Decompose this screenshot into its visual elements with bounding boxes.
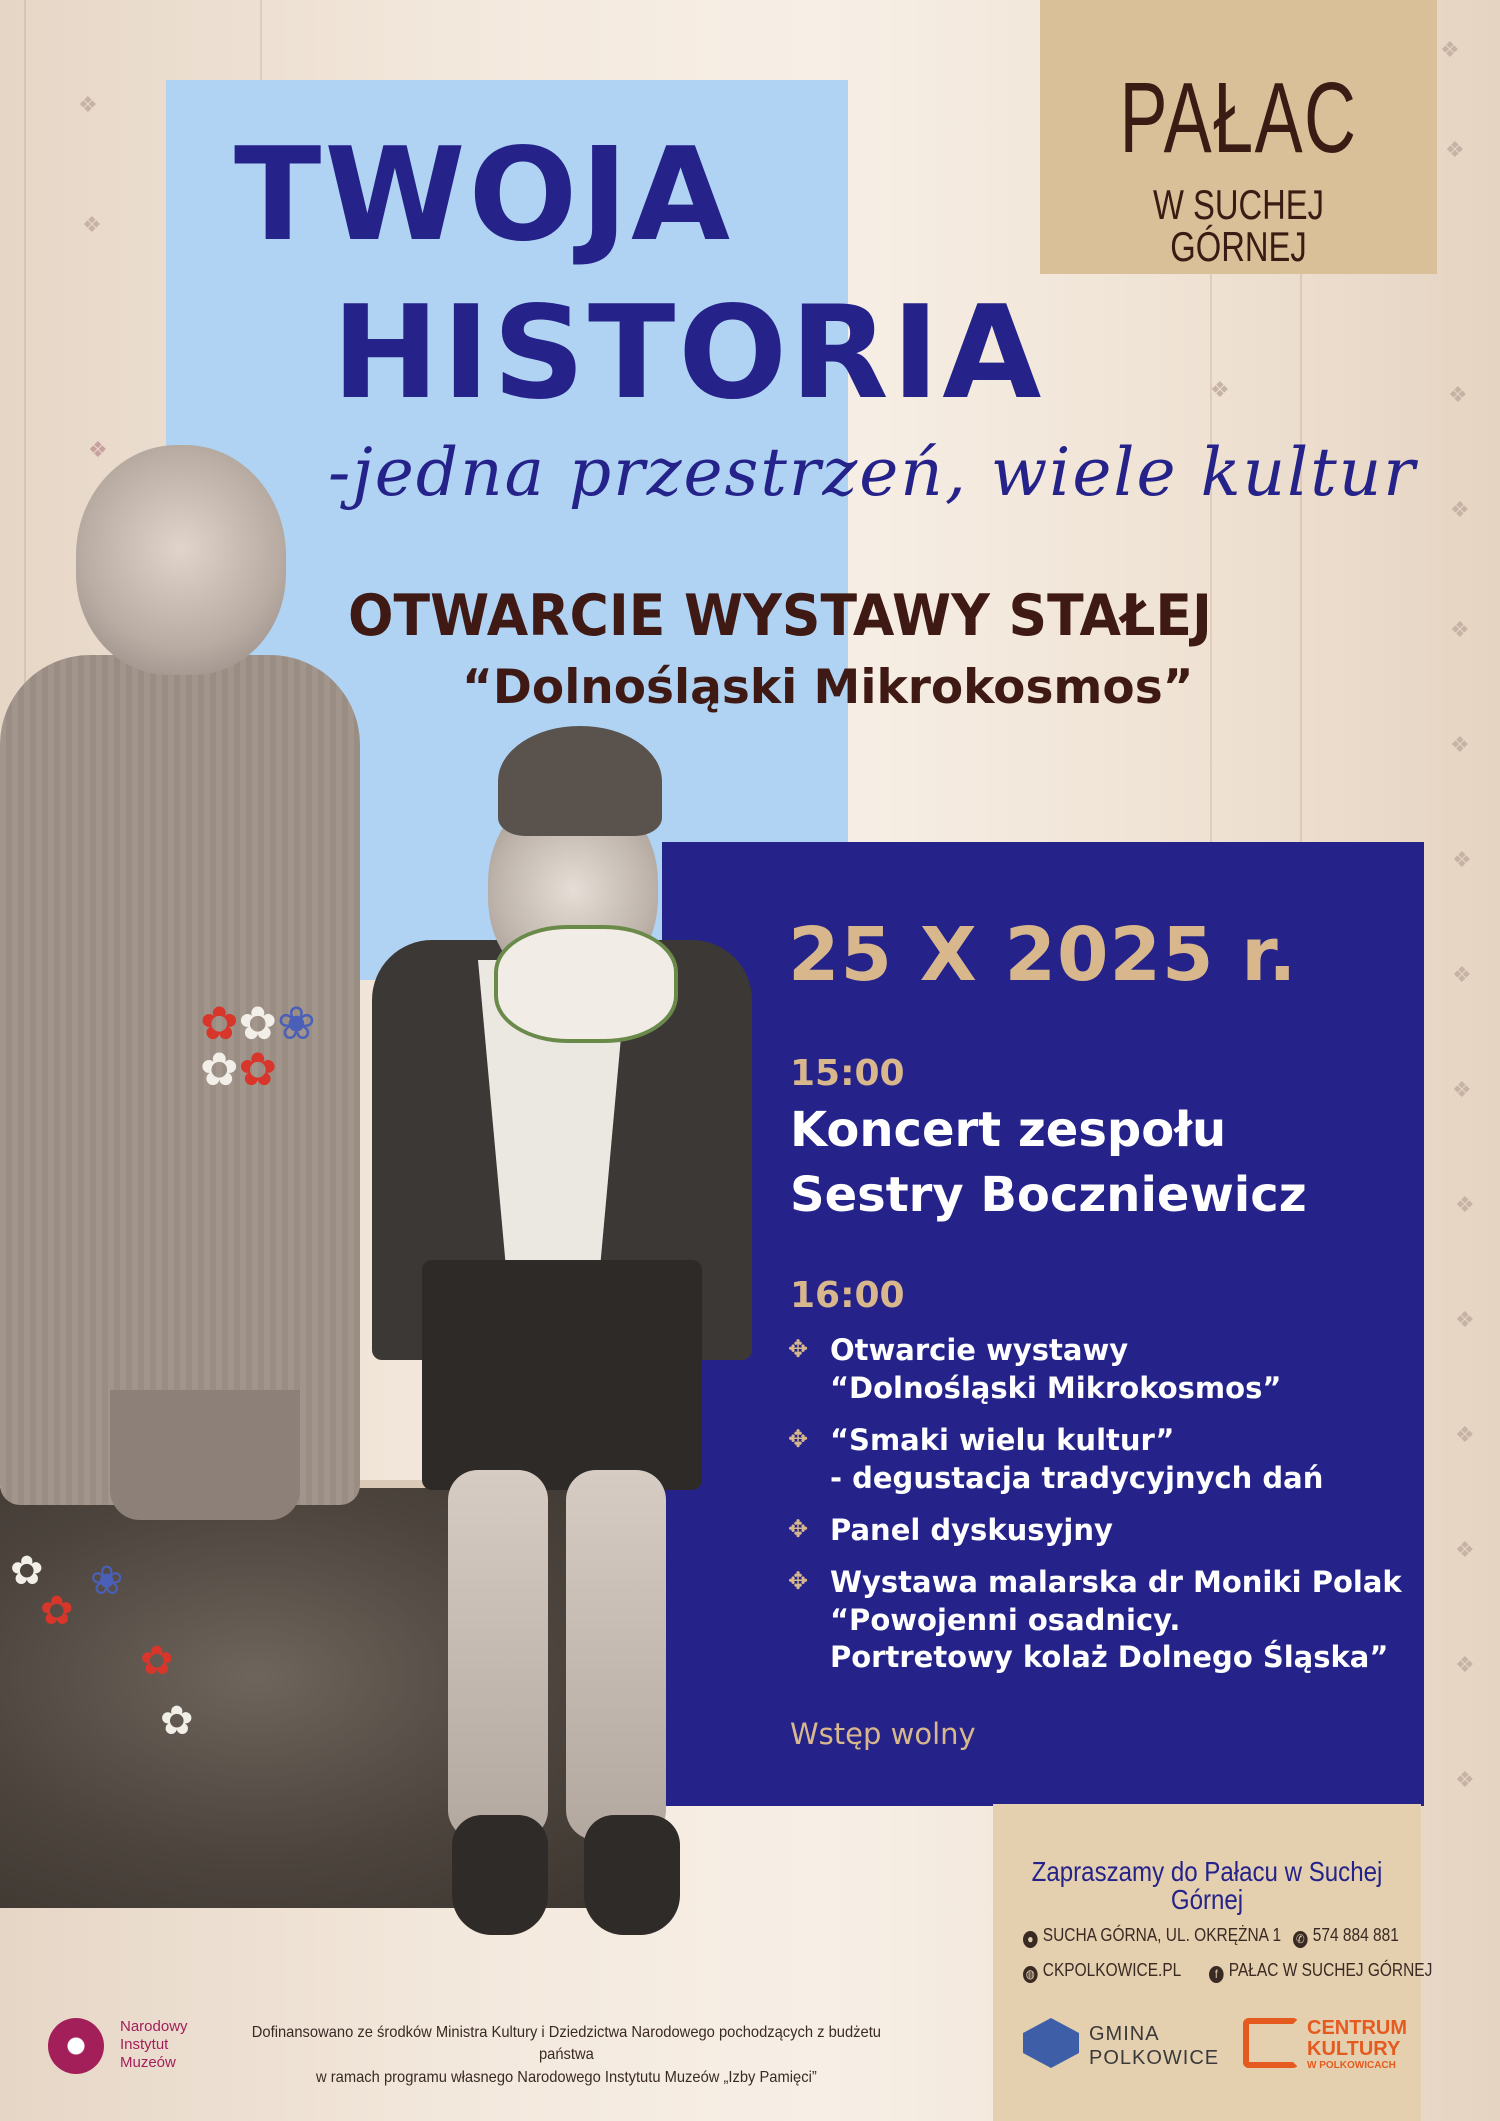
map-pin-icon: ● — [1023, 1931, 1038, 1948]
centrum-kultury-logo: CENTRUM KULTURY W POLKOWICACH — [1243, 2014, 1413, 2074]
event-date: 25 X 2025 r. — [788, 912, 1298, 998]
phone-line[interactable]: ✆ 574 884 881 — [1293, 1926, 1399, 1948]
concert-line2: Sestry Boczniewicz — [790, 1166, 1307, 1223]
phone-icon: ✆ — [1293, 1931, 1308, 1948]
concert-line1: Koncert zespołu — [790, 1102, 1227, 1158]
venue-title: PAŁAC — [1119, 62, 1358, 174]
exhibition-name: “Dolnośląski Mikrokosmos” — [462, 660, 1194, 715]
boy-cap-photo — [498, 726, 662, 836]
contact-box — [993, 1804, 1433, 2121]
gmina-polkowice-logo: GMINA POLKOWICE — [1023, 2014, 1183, 2074]
venue-subtitle: W SUCHEJ GÓRNEJ — [1152, 181, 1325, 270]
concert-title — [790, 1098, 1307, 1228]
poster-background: ❖ ❖ ❖ ❖ ❖ ❖ ❖ ❖ ❖ ❖ ❖ ❖ ❖ ❖ ❖ ❖ ❖ ❖ ❖ ✿ ✿ ✿ ✿ ❀ — [0, 0, 1500, 2121]
bullet-diamond-icon: ✥ — [788, 1335, 809, 1363]
slot2-time: 16:00 — [790, 1275, 905, 1316]
boy-shoe-photo — [452, 1815, 548, 1935]
girl-legs-photo — [110, 1390, 300, 1520]
globe-icon: ◍ — [1023, 1966, 1038, 1983]
flower-bouquet-icon: ✿✿❀ ✿✿ — [200, 996, 316, 1096]
headline-line1: TWOJA — [234, 121, 733, 270]
program-item: ✥ “Smaki wielu kultur” - degustacja tradycyjnych dań — [788, 1423, 1324, 1495]
website-link[interactable]: ◍ CKPOLKOWICE.PL — [1023, 1961, 1181, 1983]
boy-leg-photo — [448, 1470, 548, 1840]
boy-shoe-photo — [584, 1815, 680, 1935]
boy-shorts-photo — [422, 1260, 702, 1490]
exhibition-label: OTWARCIE WYSTAWY STAŁEJ — [348, 583, 1212, 649]
slot1-time: 15:00 — [790, 1053, 905, 1094]
bullet-diamond-icon: ✥ — [788, 1515, 809, 1543]
address-line: ● SUCHA GÓRNA, UL. OKRĘŻNA 1 — [1023, 1926, 1281, 1948]
meadow-photo: ✿ ✿ ✿ ✿ ❀ — [0, 1480, 640, 1908]
bullet-diamond-icon: ✥ — [788, 1567, 809, 1595]
invite-text: Zapraszamy do Pałacu w Suchej Górnej — [1031, 1856, 1383, 1915]
ck-emblem-icon — [1243, 2018, 1299, 2068]
bullet-diamond-icon: ✥ — [788, 1425, 809, 1453]
boy-leg-photo — [566, 1470, 666, 1840]
boy-bow-photo — [494, 925, 678, 1043]
nim-emblem-icon — [48, 2018, 104, 2074]
headline-line2: HISTORIA — [332, 279, 1045, 428]
venue-badge — [1040, 0, 1437, 274]
program-item: ✥ Panel dyskusyjny — [788, 1513, 1113, 1547]
facebook-icon: f — [1209, 1966, 1224, 1983]
headline-tagline: -jedna przestrzeń, wiele kultur — [328, 434, 1417, 511]
nim-logo: Narodowy Instytut Muzeów — [48, 2012, 208, 2082]
gmina-emblem-icon — [1023, 2018, 1079, 2068]
facebook-link[interactable]: f PAŁAC W SUCHEJ GÓRNEJ — [1209, 1961, 1432, 1983]
program-item: ✥ Otwarcie wystawy “Dolnośląski Mikrokosmos” — [788, 1333, 1282, 1405]
free-entry-note: Wstęp wolny — [790, 1717, 976, 1751]
program-item: ✥ Wystawa malarska dr Moniki Polak “Powojenni osadnicy. Portretowy kolaż Dolnego Śląska” — [788, 1565, 1402, 1675]
funding-note: Dofinansowano ze środków Ministra Kultury i Dziedzictwa Narodowego pochodzących z budżetu państwa w ramach programu własnego Narodowego Instytutu Muzeów „Izby Pamięci” — [251, 2024, 881, 2086]
girl-portrait-photo — [76, 445, 286, 675]
